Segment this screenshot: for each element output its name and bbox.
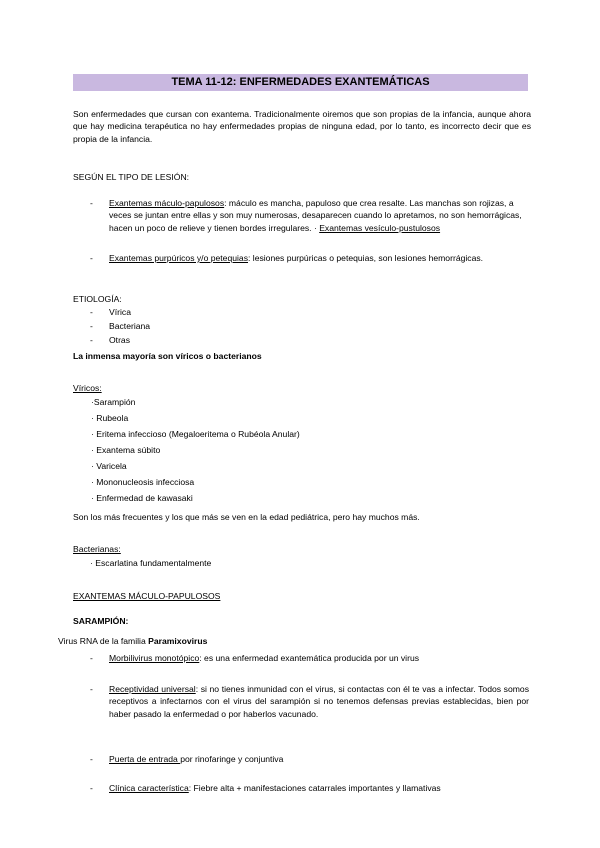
etiologia-note: La inmensa mayoría son víricos o bacterianos [73,351,262,361]
lesion-term: Exantemas vesículo-pustulosos [319,222,441,233]
list-item: · Enfermedad de kawasaki [91,493,193,503]
lesion-term: Exantemas purpúricos y/o petequias [109,253,249,263]
etiologia-heading: ETIOLOGÍA: [73,294,122,304]
lesion-item-text [109,252,529,264]
lesion-description: : máculo es mancha, papuloso que crea resalte. Las manchas son rojizas, a veces se juntan entre ellas y son muy numerosas, desaparecen cuando lo apretamos, no son hemorrágicas, hacen un poco de relieve y tienen bordes irregulares. · [109,198,522,233]
list-item: · Escarlatina fundamentalmente [90,558,212,568]
list-item: · Exantema súbito [91,445,161,455]
section-heading: EXANTEMAS MÁCULO-PAPULOSOS [73,591,221,601]
etiologia-list: - Vírica - Bacteriana - Otras [90,307,151,345]
list-item: · Rubeola [91,413,129,423]
lesion-item [73,197,531,249]
list-item: · Varicela [91,461,127,471]
viricos-list [73,396,531,508]
viricos-heading: Víricos: [73,383,102,393]
item-term: Clínica característica [109,783,189,793]
item-description: : Fiebre alta + manifestaciones catarrales importantes y llamativas [188,783,441,793]
lesion-heading: SEGÚN EL TIPO DE LESIÓN: [73,172,190,182]
sarampion-item: - Clínica característica: Fiebre alta + manifestaciones catarrales importantes y llamativas [90,783,441,793]
virus-line [58,635,516,647]
viricos-note: Son los más frecuentes y los que más se ven en la edad pediátrica, pero hay muchos más. [73,512,420,522]
sarampion-item: - Puerta de entrada por rinofaringe y conjuntiva [90,754,284,764]
sarampion-heading: SARAMPIÓN: [73,616,129,626]
list-item: ·Sarampión [91,397,136,407]
lesion-term: Exantemas máculo-papulosos [109,198,225,208]
lesion-description: : lesiones purpúricas o petequias, son lesiones hemorrágicas. [248,253,484,263]
list-dash: - [90,198,93,208]
item-term: Morbilivirus monotópico [109,653,200,663]
virus-family: Paramixovirus [148,636,208,646]
list-item: · Mononucleosis infecciosa [91,477,195,487]
item-description: : es una enfermedad exantemática producida por un virus [199,653,420,663]
item-term: Puerta de entrada [109,754,181,764]
list-item: · Eritema infeccioso (Megaloeritema o Rubéola Anular) [91,429,300,439]
virus-line-text: Virus RNA de la familia [58,636,149,646]
page-title: TEMA 11-12: ENFERMEDADES EXANTEMÁTICAS [73,74,528,91]
intro-paragraph: Son enfermedades que cursan con exantema. Tradicionalmente oiremos que son propias de la infancia, aunque ahora que hay medicina terapéutica no hay enfermedades propias de ninguna edad, por lo tanto, es incorrecto decir que es propia de la infancia. [73,109,531,144]
sarampion-item: - Receptividad universal: si no tienes inmunidad con el virus, si contactas con él te vas a infectar. Todos somos receptivos a infectarnos con el virus del sarampión si no tenemos defensas previas establecidas, bien por haber pasado la enfermedad o por haberlos vacunado. [90,684,529,719]
list-dash: - [90,253,93,263]
lesion-item [73,252,531,280]
sarampion-item: - Morbilivirus monotópico: es una enfermedad exantemática producida por un virus [90,653,420,663]
item-term: Receptividad universal [109,684,196,694]
item-description: por rinofaringe y conjuntiva [180,754,284,764]
bacterianas-heading: Bacterianas: [73,544,121,554]
item-description: : si no tienes inmunidad con el virus, si contactas con él te vas a infectar. Todos somos receptivos a infectarnos con el virus del sarampión si no tenemos defensas previas establecidas, bien por haber pasado la enfermedad o por haberlos vacunado. [109,684,529,719]
lesion-item-text [109,197,529,234]
